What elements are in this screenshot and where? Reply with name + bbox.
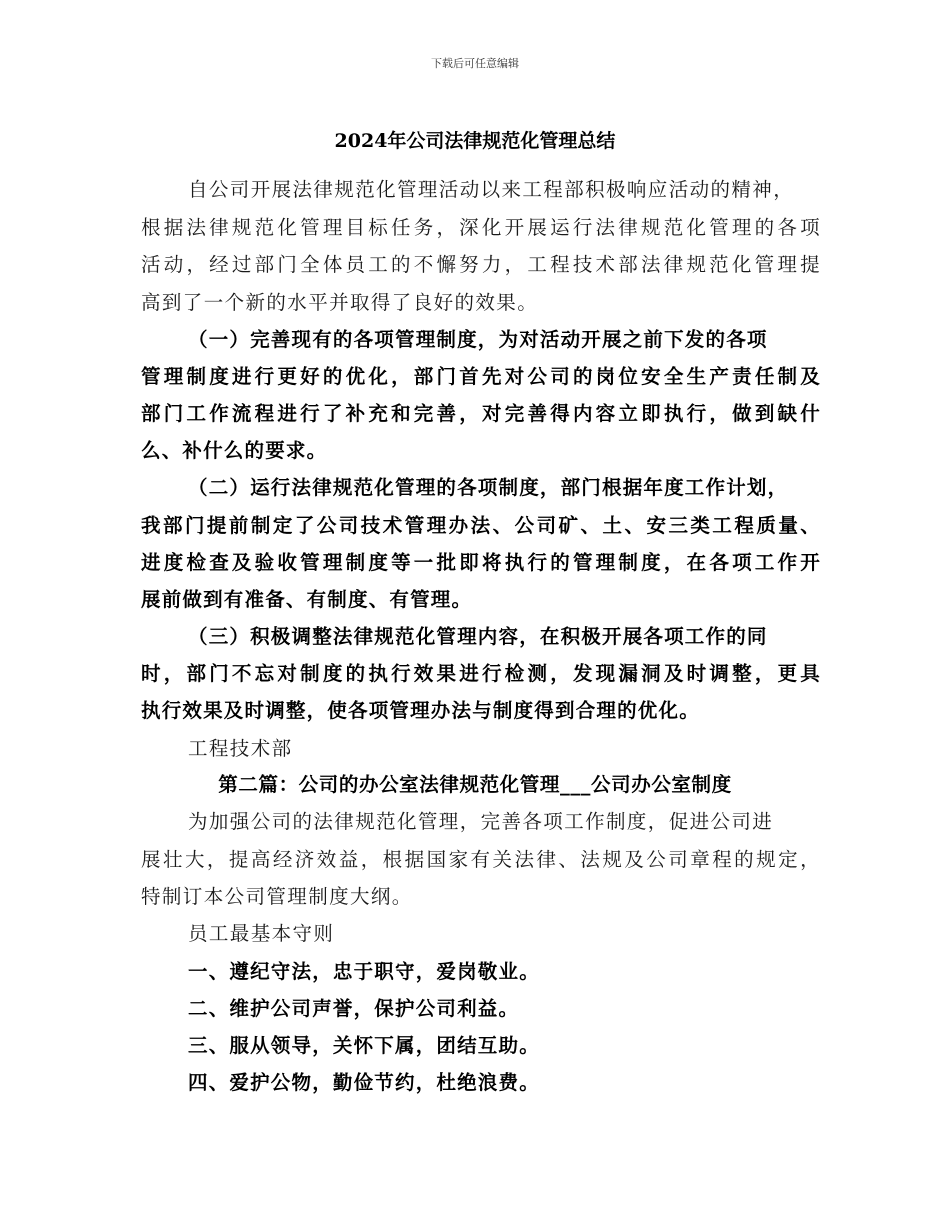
- section3-line: 执行效果及时调整，使各项管理办法与制度得到合理的优化。: [141, 699, 700, 722]
- para2-line: 展壮大，提高经济效益，根据国家有关法律、法规及公司章程的规定，: [141, 848, 821, 871]
- section1-line: 么、补什么的要求。: [141, 439, 328, 462]
- para1-line: 高到了一个新的水平并取得了良好的效果。: [141, 291, 539, 314]
- part2-title: 第二篇：公司的办公室法律规范化管理___公司办公室制度: [218, 773, 732, 796]
- para1-line: 自公司开展法律规范化管理活动以来工程部积极响应活动的精神，: [188, 178, 795, 201]
- rules-heading: 员工最基本守则: [188, 922, 335, 945]
- signature: 工程技术部: [188, 737, 293, 760]
- section1-line: 管理制度进行更好的优化，部门首先对公司的岗位安全生产责任制及: [141, 365, 821, 388]
- section3-line: 时，部门不忘对制度的执行效果进行检测，发现漏洞及时调整，更具: [141, 662, 821, 685]
- para2-line: 为加强公司的法律规范化管理，完善各项工作制度，促进公司进: [188, 810, 774, 833]
- section2-line: （二）运行法律规范化管理的各项制度，部门根据年度工作计划，: [188, 476, 789, 499]
- para2-line: 特制订本公司管理制度大纲。: [141, 885, 413, 908]
- para1-line: 活动，经过部门全体员工的不懈努力，工程技术部法律规范化管理提: [141, 253, 821, 276]
- rule-item: 四、爱护公物，勤俭节约，杜绝浪费。: [188, 1071, 540, 1094]
- section1-line: 部门工作流程进行了补充和完善，对完善得内容立即执行，做到缺什: [141, 402, 821, 425]
- section3-line: （三）积极调整法律规范化管理内容，在积极开展各项工作的同: [188, 625, 768, 648]
- header-note: 下载后可任意编辑: [431, 57, 519, 70]
- section1-line: （一）完善现有的各项管理制度，为对活动开展之前下发的各项: [188, 328, 768, 351]
- section2-line: 进度检查及验收管理制度等一批即将执行的管理制度，在各项工作开: [141, 551, 821, 574]
- section2-line: 我部门提前制定了公司技术管理办法、公司矿、土、安三类工程质量、: [141, 514, 821, 537]
- section2-line: 展前做到有准备、有制度、有管理。: [141, 588, 473, 611]
- rule-item: 二、维护公司声誉，保护公司利益。: [188, 997, 520, 1020]
- para1-line: 根据法律规范化管理目标任务，深化开展运行法律规范化管理的各项: [141, 216, 821, 239]
- rule-item: 一、遵纪守法，忠于职守，爱岗敬业。: [188, 960, 540, 983]
- document-title: 2024年公司法律规范化管理总结: [334, 130, 616, 152]
- rule-item: 三、服从领导，关怀下属，团结互助。: [188, 1034, 540, 1057]
